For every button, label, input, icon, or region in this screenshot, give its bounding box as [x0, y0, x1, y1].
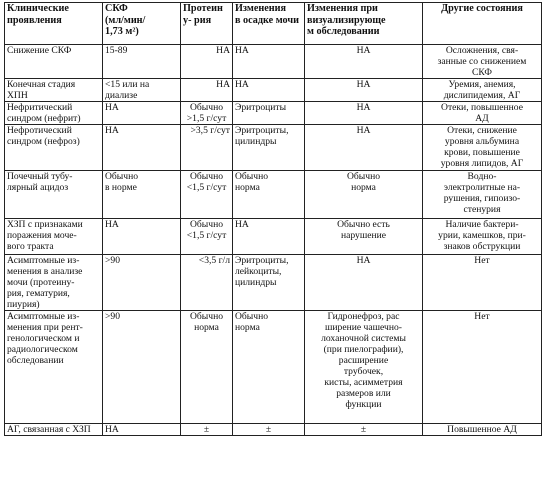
cell-manifestation: Снижение СКФ: [5, 45, 103, 79]
table-row: [5, 45, 542, 79]
cell-gfr: <15 или на диализе: [103, 79, 181, 102]
cell-other: Уремия, анемия, дислипидемия, АГ: [423, 79, 542, 102]
cell-sediment: НА: [233, 79, 305, 102]
header-proteinuria: Протеин у- рия: [181, 3, 233, 45]
cell-proteinuria: НА: [181, 79, 233, 102]
cell-proteinuria: НА: [181, 45, 233, 79]
cell-sediment: НА: [233, 219, 305, 255]
cell-other: Нет: [423, 255, 542, 311]
cell-gfr: НА: [103, 125, 181, 171]
cell-imaging: НА: [305, 79, 423, 102]
cell-proteinuria: >3,5 г/сут: [181, 125, 233, 171]
cell-imaging: Обычно норма: [305, 171, 423, 219]
cell-sediment: Обычно норма: [233, 311, 305, 424]
cell-manifestation: Нефритический синдром (нефрит): [5, 102, 103, 125]
table-row: [5, 79, 542, 102]
table-row: [5, 171, 542, 219]
table-row: [5, 102, 542, 125]
cell-other: Водно- электролитные на- рушения, гипоизо- стенурия: [423, 171, 542, 219]
ckd-manifestations-table: [4, 2, 542, 436]
cell-gfr: >90: [103, 311, 181, 424]
cell-other: Отеки, повышенное АД: [423, 102, 542, 125]
cell-other: Нет: [423, 311, 542, 424]
cell-proteinuria: Обычно <1,5 г/сут: [181, 171, 233, 219]
cell-imaging: Гидронефроз, рас ширение чашечно- лоханочной системы (при пиелографии), расширение трубочек, кисты, асимметрия размеров или функции: [305, 311, 423, 424]
cell-manifestation: Асимптомные из- менения в анализе мочи (протеину- рия, гематурия, пиурия): [5, 255, 103, 311]
cell-manifestation: АГ, связанная с ХЗП: [5, 424, 103, 436]
cell-gfr: >90: [103, 255, 181, 311]
cell-manifestation: Асимптомные из- менения при рент- генологическом и радиологическом обследовании: [5, 311, 103, 424]
cell-manifestation: Нефротический синдром (нефроз): [5, 125, 103, 171]
cell-imaging: НА: [305, 45, 423, 79]
cell-sediment: Эритроциты, цилиндры: [233, 125, 305, 171]
cell-sediment: Эритроциты: [233, 102, 305, 125]
cell-manifestation: ХЗП с признаками поражения моче- вого тракта: [5, 219, 103, 255]
cell-imaging: НА: [305, 125, 423, 171]
header-other-conditions: Другие состояния: [423, 3, 542, 45]
cell-sediment: НА: [233, 45, 305, 79]
cell-sediment: ±: [233, 424, 305, 436]
header-urine-sediment: Изменения в осадке мочи: [233, 3, 305, 45]
table-row: [5, 125, 542, 171]
cell-imaging: Обычно есть нарушение: [305, 219, 423, 255]
table-row: [5, 219, 542, 255]
table-row: [5, 311, 542, 424]
cell-gfr: НА: [103, 102, 181, 125]
cell-proteinuria: Обычно <1,5 г/сут: [181, 219, 233, 255]
cell-imaging: НА: [305, 255, 423, 311]
table-row: [5, 255, 542, 311]
cell-proteinuria: <3,5 г/л: [181, 255, 233, 311]
cell-other: Наличие бактери- урии, камешков, при- знаков обструкции: [423, 219, 542, 255]
header-gfr: СКФ (мл/мин/ 1,73 м²): [103, 3, 181, 45]
table-row: [5, 424, 542, 436]
cell-gfr: НА: [103, 424, 181, 436]
cell-imaging: ±: [305, 424, 423, 436]
cell-other: Повышенное АД: [423, 424, 542, 436]
table-header-row: [5, 3, 542, 45]
cell-manifestation: Почечный тубу- лярный ацидоз: [5, 171, 103, 219]
cell-imaging: НА: [305, 102, 423, 125]
header-imaging-changes: Изменения при визуализирующе м обследовании: [305, 3, 423, 45]
cell-gfr: Обычно в норме: [103, 171, 181, 219]
cell-manifestation: Конечная стадия ХПН: [5, 79, 103, 102]
cell-proteinuria: Обычно >1,5 г/сут: [181, 102, 233, 125]
header-clinical-manifestations: Клинические проявления: [5, 3, 103, 45]
cell-proteinuria: ±: [181, 424, 233, 436]
cell-other: Отеки, снижение уровня альбумина крови, повышение уровня липидов, АГ: [423, 125, 542, 171]
cell-sediment: Обычно норма: [233, 171, 305, 219]
cell-gfr: 15-89: [103, 45, 181, 79]
cell-gfr: НА: [103, 219, 181, 255]
cell-other: Осложнения, свя- занные со снижением СКФ: [423, 45, 542, 79]
cell-sediment: Эритроциты, лейкоциты, цилиндры: [233, 255, 305, 311]
cell-proteinuria: Обычно норма: [181, 311, 233, 424]
